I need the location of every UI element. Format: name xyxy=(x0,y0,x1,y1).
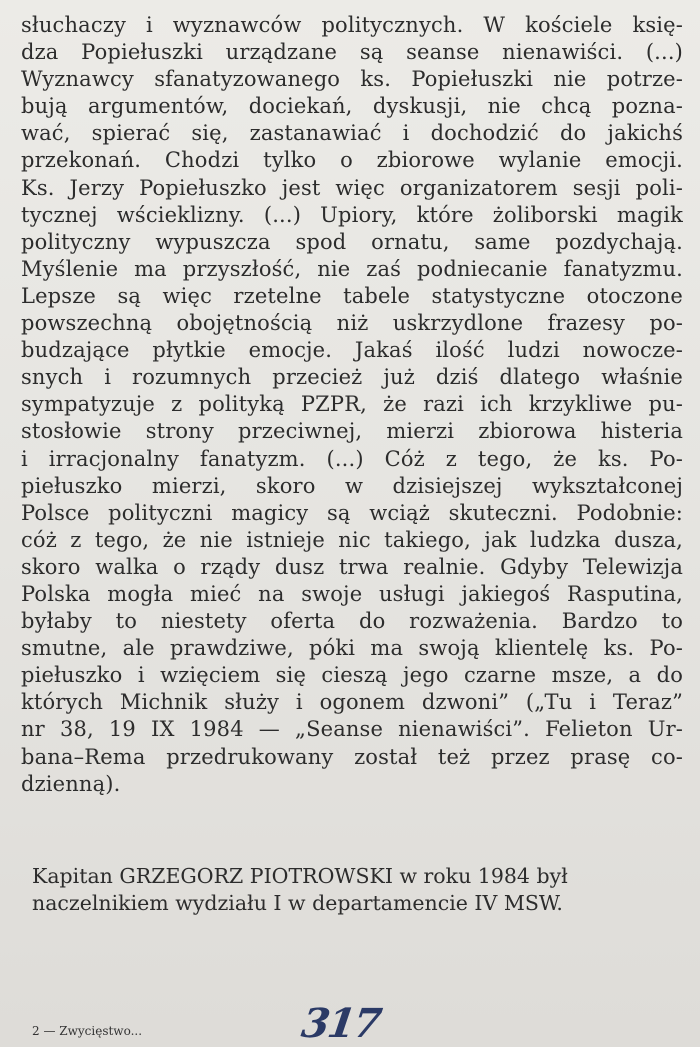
paragraph-line-24: smutne, ale prawdziwe, póki ma swoją klientelę ks. Po- xyxy=(21,636,683,661)
paragraph-line-9: polityczny wypuszcza spod ornatu, same pozdychają. xyxy=(21,229,683,254)
body-paragraph xyxy=(21,12,683,798)
paragraph-line-16: stosłowie strony przeciwnej, mierzi zbiorowa histeria xyxy=(21,419,683,444)
paragraph-line-26: których Michnik służy i ogonem dzwoni” („Tu i Teraz” xyxy=(21,690,683,715)
paragraph-line-12: powszechną obojętnością niż uskrzydlone frazesy po- xyxy=(21,311,683,336)
signature-label: 2 — Zwycięstwo... xyxy=(32,1024,143,1038)
paragraph-line-20: cóż z tego, że nie istnieje nic takiego, jak ludzka dusza, xyxy=(21,527,683,552)
paragraph-line-23: byłaby to niestety oferta do rozważenia. Bardzo to xyxy=(21,609,683,634)
paragraph-line-1: słuchaczy i wyznawców politycznych. W kościele księ- xyxy=(21,13,683,37)
paragraph-line-7: Ks. Jerzy Popiełuszko jest więc organizatorem sesji poli- xyxy=(21,175,683,200)
paragraph-line-18: piełuszko mierzi, skoro w dzisiejszej wykształconej xyxy=(21,473,683,498)
paragraph-line-25: piełuszko i wzięciem się cieszą jego czarne msze, a do xyxy=(21,663,683,688)
paragraph-line-2: dza Popiełuszki urządzane są seanse nienawiści. (...) xyxy=(21,40,683,65)
paragraph-line-27: nr 38, 19 IX 1984 — „Seanse nienawiści”. Felieton Ur- xyxy=(21,717,683,742)
paragraph-line-14: snych i rozumnych przecież już dziś dlatego właśnie xyxy=(21,365,683,390)
paragraph-line-22: Polska mogła mieć na swoje usługi jakiegoś Rasputina, xyxy=(21,581,683,606)
paragraph-line-15: sympatyzuje z polityką PZPR, że razi ich krzykliwe pu- xyxy=(21,392,683,417)
paragraph-line-11: Lepsze są więc rzetelne tabele statystyczne otoczone xyxy=(21,283,683,308)
paragraph-line-29: dzienną). xyxy=(21,771,121,796)
paragraph-line-8: tycznej wścieklizny. (...) Upiory, które żoliborski magik xyxy=(21,202,683,227)
paragraph-line-5: wać, spierać się, zastanawiać i dochodzić do jakichś xyxy=(21,121,683,146)
paragraph-line-6: przekonań. Chodzi tylko o zbiorowe wylanie emocji. xyxy=(21,148,683,173)
paragraph-line-28: bana–Rema przedrukowany został też przez prasę co- xyxy=(21,744,683,769)
footnote: Kapitan GRZEGORZ PIOTROWSKI w roku 1984 był naczelnikiem wydziału I w departamencie IV MSW. xyxy=(32,864,568,915)
paragraph-line-4: bują argumentów, dociekań, dyskusji, nie chcą pozna- xyxy=(21,94,683,119)
paragraph-line-19: Polsce polityczni magicy są wciąż skuteczni. Podobnie: xyxy=(21,500,683,525)
paragraph-line-10: Myślenie ma przyszłość, nie zaś podniecanie fanatyzmu. xyxy=(21,256,683,281)
paragraph-line-21: skoro walka o rządy dusz trwa realnie. Gdyby Telewizja xyxy=(21,554,683,579)
handwritten-page-number: 317 xyxy=(298,1000,383,1047)
paragraph-line-17: i irracjonalny fanatyzm. (...) Cóż z tego, że ks. Po- xyxy=(21,446,683,471)
paragraph-line-13: budzające płytkie emocje. Jakaś ilość ludzi nowocze- xyxy=(21,338,683,363)
paragraph-line-3: Wyznawcy sfanatyzowanego ks. Popiełuszki nie potrze- xyxy=(21,67,683,92)
